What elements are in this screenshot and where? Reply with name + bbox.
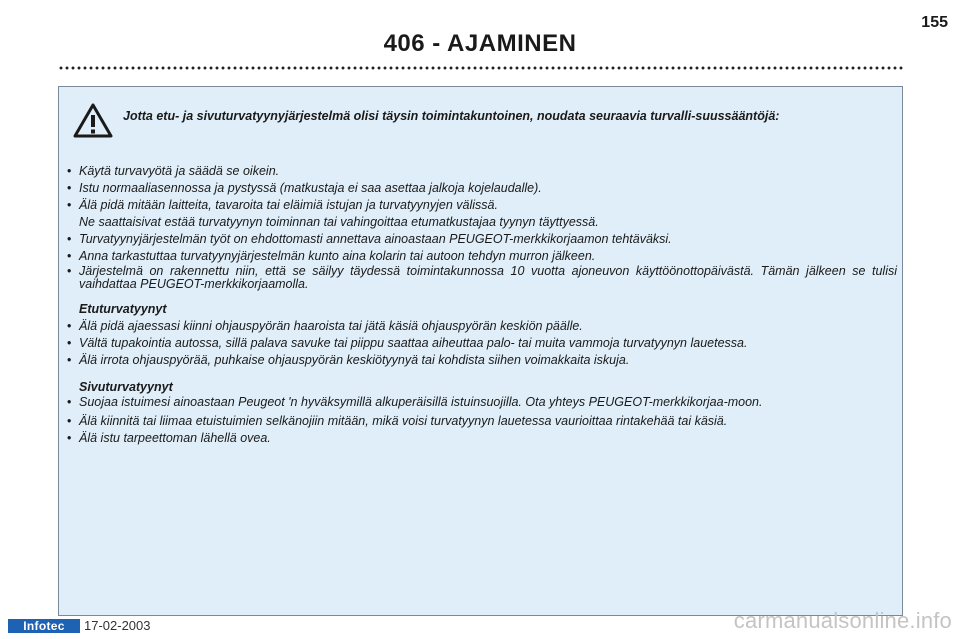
page-title: 406 - AJAMINEN [383, 30, 577, 57]
list-item: • Älä kiinnitä tai liimaa etuistuimien selkänojiin mitään, mikä voisi turvatyynyn lauetessa vaurioittaa rintakehää tai käsiä. [67, 413, 897, 430]
safety-notice-box [58, 86, 903, 616]
dotted-divider [58, 66, 904, 70]
list-item: • Käytä turvavyötä ja säädä se oikein. [67, 163, 897, 180]
list-item: • Älä irrota ohjauspyörää, puhkaise ohjauspyörän keskiötyynyä tai kohdista siihen voimakkaita iskuja. [67, 352, 897, 369]
infotec-logo: Infotec [8, 619, 80, 633]
list-item: • Anna tarkastuttaa turvatyynyjärjestelmän kunto aina kolarin tai autoon tehdyn murron jälkeen. [67, 248, 897, 265]
section-heading-front: Etuturvatyynyt [79, 302, 167, 316]
footer-date: 17-02-2003 [84, 618, 151, 633]
list-item: • Turvatyynyjärjestelmän työt on ehdottomasti annettava ainoastaan PEUGEOT-merkkikorjaamon tehtäväksi. [67, 231, 897, 248]
list-item: • Älä pidä mitään laitteita, tavaroita tai eläimiä istujan ja turvatyynyjen välissä. [67, 197, 897, 214]
list-item-continuation: Ne saattaisivat estää turvatyynyn toiminnan tai vahingoittaa etumatkustajaa tyynyn täyttyessä. [79, 215, 599, 229]
list-item: • Istu normaaliasennossa ja pystyssä (matkustaja ei saa asettaa jalkoja kojelaudalle). [67, 180, 897, 197]
page-number: 155 [921, 14, 948, 31]
list-item: • Järjestelmä on rakennettu niin, että se säilyy täydessä toimintakunnossa 10 vuotta ajoneuvon käyttöönottopäivästä. Tämän jälkeen se tulisi vaihdattaa PEUGEOT-merkkikorjaamolla. [67, 265, 897, 291]
warning-text: Jotta etu- ja sivuturvatyynyjärjestelmä olisi täysin toimintakuntoinen, noudata seuraavia turvalli-suussääntöjä: [123, 109, 780, 123]
safety-rules [67, 163, 897, 447]
list-item: • Suojaa istuimesi ainoastaan Peugeot 'n hyväksymillä alkuperäisillä istuinsuojilla. Ota yhteys PEUGEOT-merkkikorjaa-moon. [67, 396, 897, 409]
warning-triangle-icon [73, 103, 113, 139]
list-item: • Älä pidä ajaessasi kiinni ohjauspyörän haaroista tai jätä käsiä ohjauspyörän keskiön päälle. [67, 318, 897, 335]
section-heading-side: Sivuturvatyynyt [79, 380, 173, 394]
watermark: carmanualsonline.info [733, 608, 952, 633]
list-item: • Älä istu tarpeettoman lähellä ovea. [67, 430, 897, 447]
list-item: • Vältä tupakointia autossa, sillä palava savuke tai piippu saattaa aiheuttaa palo- tai muita vammoja turvatyynyn lauetessa. [67, 335, 897, 352]
